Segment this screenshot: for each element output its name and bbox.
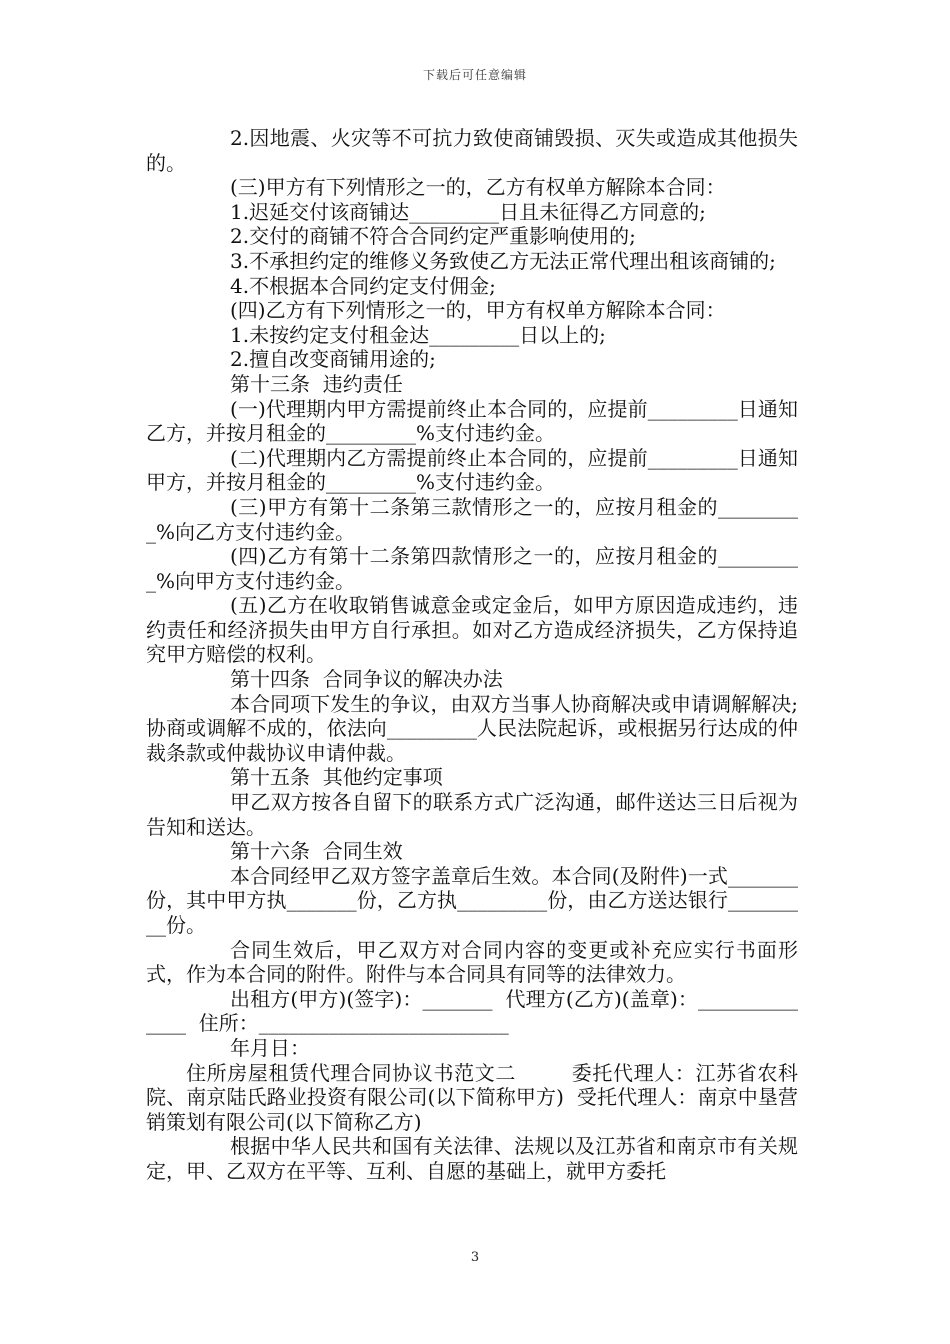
paragraph: 本合同经甲乙双方签字盖章后生效。本合同(及附件)一式_______份，其中甲方执_______份，乙方执_________份，由乙方送达银行_________份。 [146,863,798,937]
paragraph: 根据中华人民共和国有关法律、法规以及江苏省和南京市有关规定，甲、乙双方在平等、互利、自愿的基础上，就甲方委托 [146,1134,798,1183]
paragraph: 2.因地震、火灾等不可抗力致使商铺毁损、灭失或造成其他损失的。 [146,126,798,175]
paragraph: 年月日： [230,1035,310,1060]
paragraph: 住所房屋租赁代理合同协议书范文二 委托代理人：江苏省农科院、南京陆氏路业投资有限公司(以下简称甲方) 受托代理人：南京中垦营销策划有限公司(以下简称乙方) [146,1060,798,1134]
paragraph: 第十五条 其他约定事项 [230,765,443,790]
paragraph: (三)甲方有下列情形之一的，乙方有权单方解除本合同： [230,175,726,200]
page-header-note: 下载后可任意编辑 [422,68,527,82]
paragraph: 合同生效后，甲乙双方对合同内容的变更或补充应实行书面形式，作为本合同的附件。附件与本合同具有同等的法律效力。 [146,937,798,987]
paragraph: (五)乙方在收取销售诚意金或定金后，如甲方原因造成违约，违约责任和经济损失由甲方自行承担。如对乙方造成经济损失，乙方保持追究甲方赔偿的权利。 [146,593,798,667]
paragraph: 1.未按约定支付租金达_________日以上的; [230,322,606,347]
paragraph: (四)乙方有第十二条第四款情形之一的，应按月租金的_________%向甲方支付违约金。 [146,544,798,593]
paragraph: (三)甲方有第十二条第三款情形之一的，应按月租金的_________%向乙方支付违约金。 [146,494,798,544]
paragraph: 出租方(甲方)(签字)：_______ 代理方(乙方)(盖章)：______________ 住所：_________________________ [146,986,798,1036]
paragraph: 第十六条 合同生效 [230,839,403,864]
paragraph: 2.擅自改变商铺用途的; [230,347,436,372]
paragraph: 第十三条 违约责任 [230,371,403,396]
paragraph: 本合同项下发生的争议，由双方当事人协商解决或申请调解解决;协商或调解不成的，依法向_________人民法院起诉，或根据另行达成的仲裁条款或仲裁协议申请仲裁。 [146,691,798,765]
paragraph: (四)乙方有下列情形之一的，甲方有权单方解除本合同： [230,298,726,323]
paragraph: 1.迟延交付该商铺达_________日且未征得乙方同意的; [230,199,706,224]
paragraph: 3.不承担约定的维修义务致使乙方无法正常代理出租该商铺的; [230,248,776,273]
paragraph: 4.不根据本合同约定支付佣金; [230,273,496,298]
paragraph: 2.交付的商铺不符合合同约定严重影响使用的; [230,224,636,249]
paragraph: (二)代理期内乙方需提前终止本合同的，应提前_________日通知甲方，并按月租金的_________%支付违约金。 [146,445,798,495]
paragraph: 甲乙双方按各自留下的联系方式广泛沟通，邮件送达三日后视为告知和送达。 [146,790,798,839]
paragraph: 第十四条 合同争议的解决办法 [230,667,503,692]
document-body [146,126,798,1184]
paragraph: (一)代理期内甲方需提前终止本合同的，应提前_________日通知乙方，并按月租金的_________%支付违约金。 [146,396,798,446]
page-number: 3 [470,1250,480,1265]
